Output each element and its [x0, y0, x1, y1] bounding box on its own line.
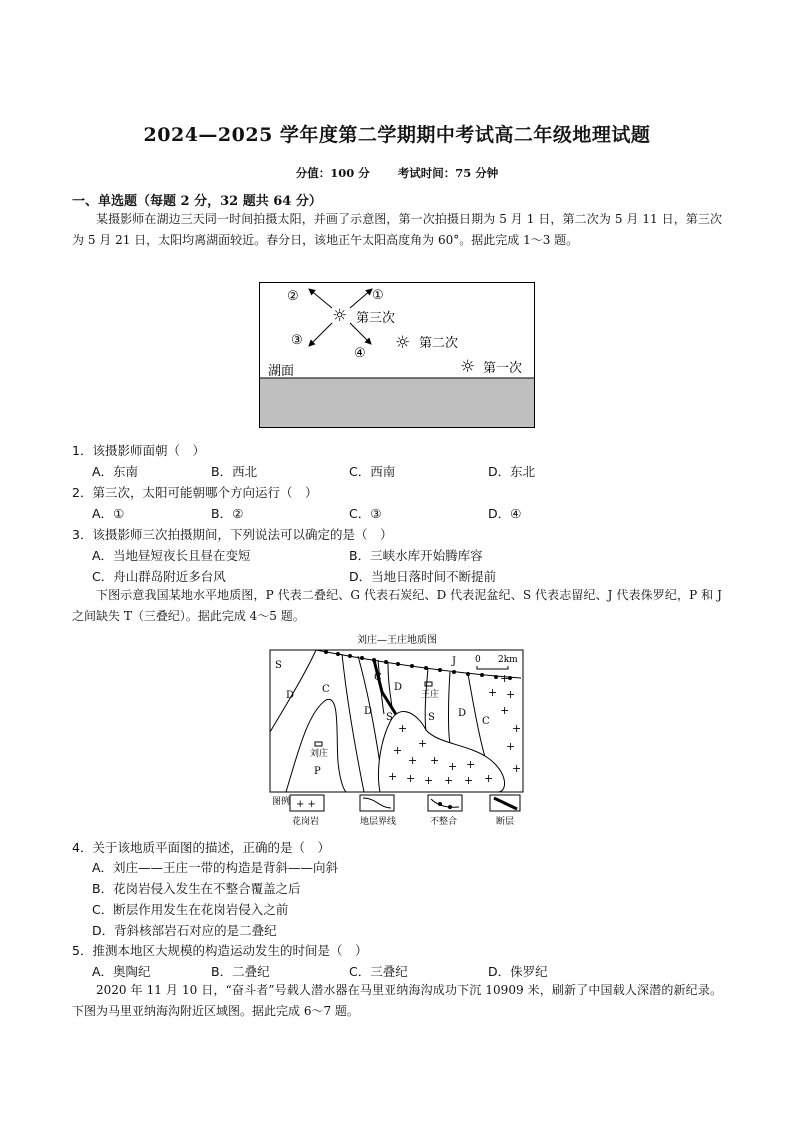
geologic-map — [268, 632, 526, 832]
label-first: 第一次 — [483, 361, 523, 376]
question-5: 5．推测本地区大规模的构造运动发生的时间是（ ） — [72, 943, 368, 958]
sun-figure — [259, 282, 535, 428]
label-wangzhuang: 王庄 — [421, 690, 440, 700]
stratum-D-mid2: D — [394, 682, 403, 693]
svg-text:+: + — [406, 772, 416, 785]
q4-option-d: D．背斜核部岩石对应的是二叠纪 — [92, 923, 277, 938]
q4-option-b: B．花岗岩侵入发生在不整合覆盖之后 — [92, 881, 301, 896]
q2-option-b: B．② — [211, 506, 244, 521]
question-3: 3．该摄影师三次拍摄期间，下列说法可以确定的是（ ） — [72, 527, 393, 542]
svg-text:+: + — [464, 774, 474, 787]
stratum-S-mid: S — [386, 712, 393, 723]
q4-option-a: A．刘庄——王庄一带的构造是背斜——向斜 — [92, 860, 339, 875]
q3-option-a: A．当地昼短夜长且昼在变短 — [92, 548, 251, 563]
stratum-D-left: D — [286, 690, 295, 701]
svg-text:+: + — [506, 688, 516, 701]
svg-text:+: + — [418, 737, 428, 750]
exam-info — [0, 165, 794, 181]
section-heading: 一、单选题（每题 2 分，32 题共 64 分） — [72, 194, 322, 209]
q1-option-c: C．西南 — [349, 464, 396, 479]
q3-option-b: B．三峡水库开始腾库容 — [349, 548, 483, 563]
q1-option-a: A．东南 — [92, 464, 139, 479]
passage-1: 某摄影师在湖边三天同一时间拍摄太阳，并画了示意图，第一次拍摄日期为 5 月 1 日，第二次为 5 月 11 日，第三次为 5 月 21 日，太阳均离湖面较近。春分日，该地正午太阳高度角为 60°。据此完成 1～3 题。 — [72, 212, 722, 247]
label-third: 第三次 — [356, 311, 396, 326]
svg-text:+: + — [408, 754, 418, 767]
q5-option-d: D．侏罗纪 — [488, 964, 548, 979]
sun-icon-first: ☼ — [460, 357, 476, 377]
map-title: 刘庄—王庄地质图 — [357, 635, 437, 646]
q5-option-b: B．二叠纪 — [211, 964, 270, 979]
svg-text:+: + — [444, 774, 454, 787]
label-liuzhuang: 刘庄 — [310, 749, 329, 759]
q2-option-a: A．① — [92, 506, 125, 521]
sun-icon-third: ☼ — [332, 306, 348, 326]
stratum-C-left: C — [322, 684, 330, 695]
q5-option-a: A．奥陶纪 — [92, 964, 151, 979]
svg-text:+: + — [512, 722, 522, 735]
legend-unconf: 不整合 — [430, 817, 458, 827]
q5-option-c: C．三叠纪 — [349, 964, 408, 979]
score-info: 分值：100 分 — [295, 166, 370, 180]
passage-2: 下图示意我国某地水平地质图，P 代表二叠纪、G 代表石炭纪、D 代表泥盆纪、S 代表志留纪、J 代表侏罗纪，P 和 J 之间缺失 T（三叠纪）。据此完成 4～5 题。 — [72, 588, 722, 623]
passage-3: 2020 年 11 月 10 日，“奋斗者”号载人潜水器在马里亚纳海沟成功下沉 10909 米，刷新了中国载人深潜的新纪录。下图为马里亚纳海沟附近区域图。据此完成 6～7 题。 — [72, 983, 722, 1018]
legend-boundary: 地层界线 — [360, 817, 397, 827]
stratum-S-right: S — [428, 712, 435, 723]
svg-text:+: + — [488, 686, 498, 699]
svg-text:+: + — [430, 754, 440, 767]
svg-text:+: + — [500, 672, 510, 685]
q2-option-c: C．③ — [349, 506, 382, 521]
svg-text:+: + — [512, 762, 522, 775]
stratum-C-mid: C — [374, 672, 382, 683]
svg-text:+ +: + + — [296, 799, 316, 810]
num-4: ④ — [354, 346, 366, 361]
sun-icon-second: ☼ — [395, 333, 411, 353]
stratum-J: J — [452, 656, 457, 667]
svg-text:+: + — [500, 704, 510, 717]
svg-text:+: + — [484, 772, 494, 785]
stratum-C-right: C — [482, 716, 490, 727]
scale-two: 2km — [498, 655, 518, 665]
stratum-D-mid: D — [364, 706, 373, 717]
time-info: 考试时间：75 分钟 — [397, 166, 499, 180]
q4-option-c: C．断层作用发生在花岗岩侵入之前 — [92, 902, 289, 917]
legend-unconf-box — [428, 795, 462, 811]
svg-text:+: + — [393, 744, 403, 757]
stratum-D-right: D — [458, 708, 467, 719]
question-4: 4．关于该地质平面图的描述，正确的是（ ） — [72, 840, 330, 855]
q2-option-d: D．④ — [488, 506, 522, 521]
question-2: 2．第三次，太阳可能朝哪个方向运行（ ） — [72, 485, 318, 500]
q1-option-d: D．东北 — [488, 464, 536, 479]
stratum-P: P — [314, 766, 321, 777]
lake-surface — [260, 378, 535, 428]
num-1: ① — [372, 288, 384, 303]
label-lake: 湖面 — [268, 364, 295, 379]
legend-granite: 花岗岩 — [292, 817, 320, 827]
svg-text:+: + — [424, 774, 434, 787]
num-2: ② — [287, 289, 299, 304]
label-second: 第二次 — [419, 336, 459, 351]
svg-text:+: + — [388, 770, 398, 783]
scale-zero: 0 — [475, 655, 481, 665]
stratum-S-left: S — [275, 660, 282, 671]
legend-title: 图例 — [272, 797, 291, 807]
legend-fault: 断层 — [496, 817, 515, 827]
svg-text:+: + — [466, 758, 476, 771]
svg-text:+: + — [398, 722, 408, 735]
question-1: 1．该摄影师面朝（ ） — [72, 443, 205, 458]
page-title: 2024—2025 学年度第二学期期中考试高二年级地理试题 — [143, 124, 651, 146]
svg-text:+: + — [448, 760, 458, 773]
q3-option-d: D．当地日落时间不断提前 — [349, 569, 497, 584]
svg-text:+: + — [506, 740, 516, 753]
q1-option-b: B．西北 — [211, 464, 258, 479]
num-3: ③ — [291, 333, 303, 348]
q3-option-c: C．舟山群岛附近多台风 — [92, 569, 226, 584]
